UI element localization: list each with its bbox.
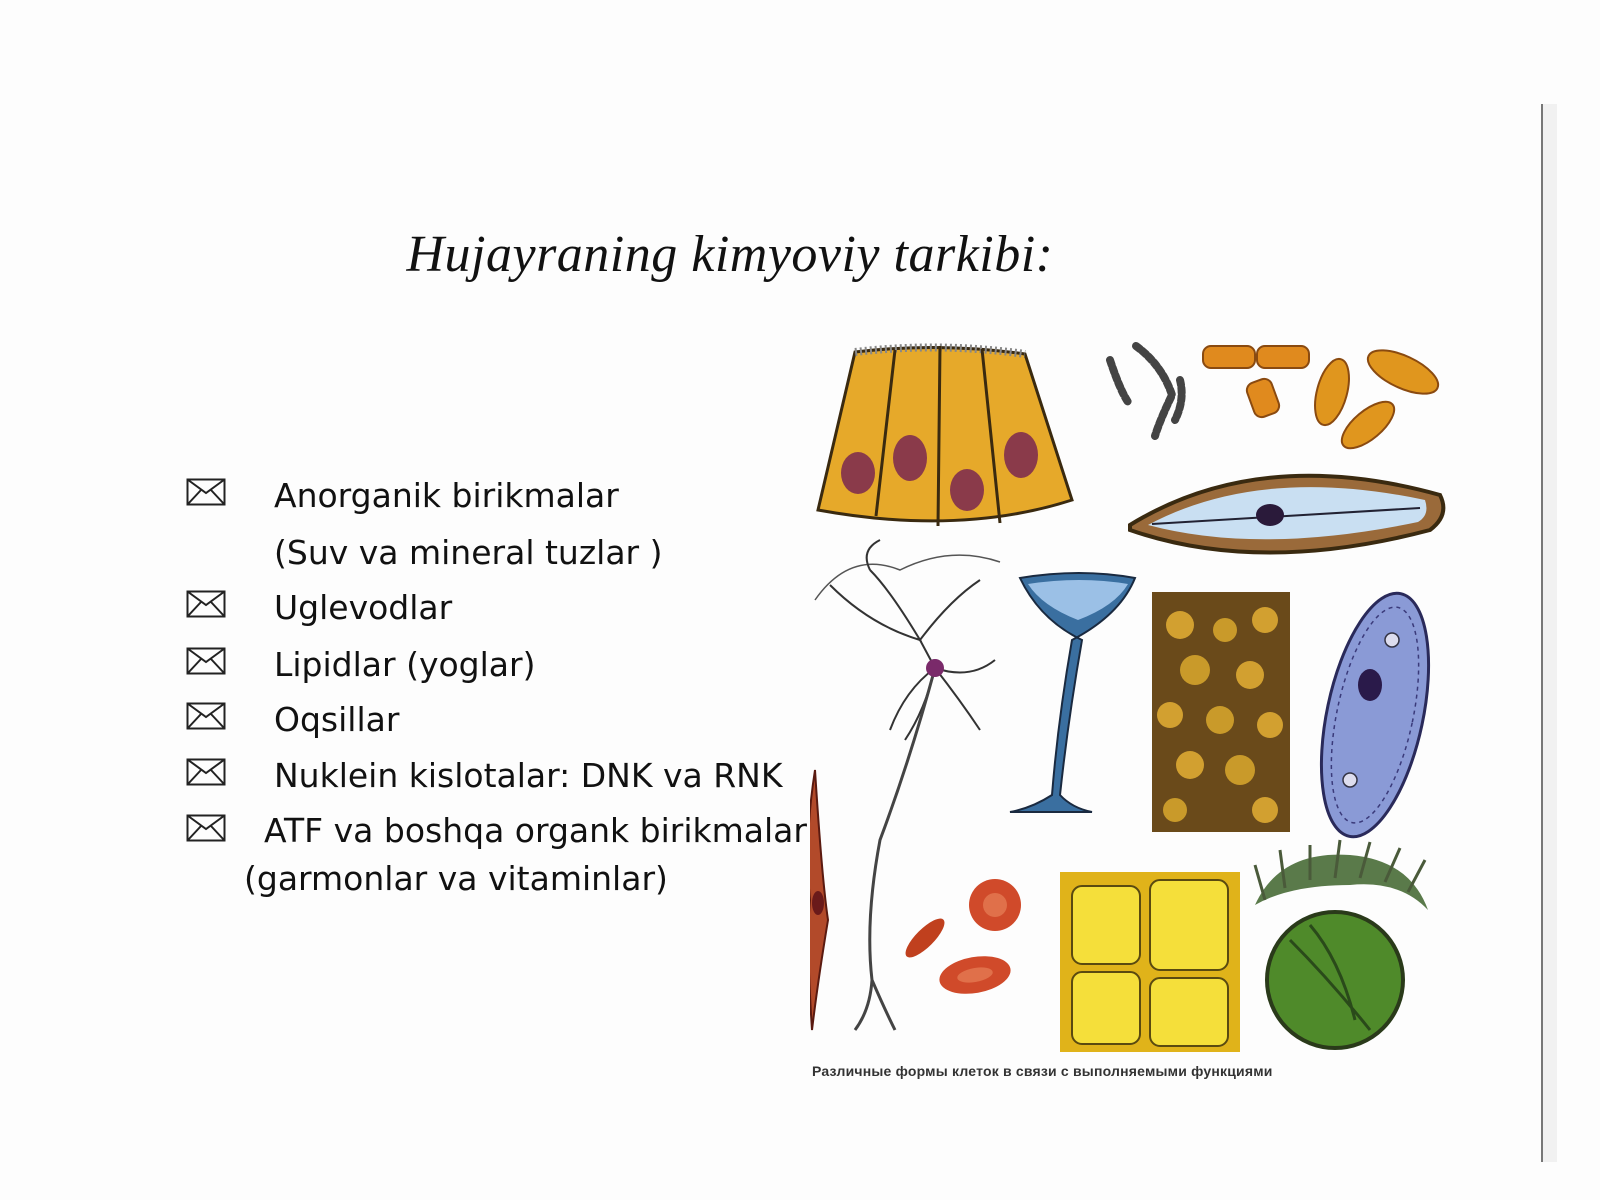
bullet-item-label: Anorganik birikmalar	[274, 476, 619, 515]
envelope-icon	[186, 814, 226, 842]
slide-edge-border	[1541, 104, 1543, 1162]
tissue-section	[1152, 592, 1290, 832]
epithelial-cells	[818, 346, 1072, 526]
bullet-item-label: Oqsillar	[274, 700, 400, 739]
bullet-item-label: Lipidlar (yoglar)	[274, 645, 536, 684]
red-blood-cells	[900, 879, 1021, 999]
muscle-cell	[810, 770, 828, 1030]
cell-forms-figure	[810, 340, 1460, 1060]
envelope-icon	[186, 758, 226, 786]
bullet-item-sublabel: (garmonlar va vitaminlar)	[244, 859, 668, 898]
paramecium	[1302, 584, 1447, 847]
bullet-item-label: Nuklein kislotalar: DNK va RNK	[274, 756, 783, 795]
bullet-item-sublabel: (Suv va mineral tuzlar )	[274, 533, 663, 572]
envelope-icon	[186, 647, 226, 675]
bullet-item-label: Uglevodlar	[274, 588, 453, 627]
figure-caption: Различные формы клеток в связи с выполняемыми функциями	[812, 1063, 1273, 1079]
envelope-icon	[186, 478, 226, 506]
plant-cells	[1060, 872, 1240, 1052]
bullet-item-label: ATF va boshqa organk birikmalar	[264, 811, 807, 850]
slide-edge-shade	[1543, 104, 1557, 1162]
ciliated-cell	[1255, 840, 1428, 1048]
slide-title: Hujayraning kimyoviy tarkibi:	[406, 226, 1054, 283]
spindle-cell	[1130, 476, 1443, 553]
goblet-cell	[1010, 573, 1135, 812]
bacteria	[1110, 341, 1444, 456]
envelope-icon	[186, 702, 226, 730]
envelope-icon	[186, 590, 226, 618]
